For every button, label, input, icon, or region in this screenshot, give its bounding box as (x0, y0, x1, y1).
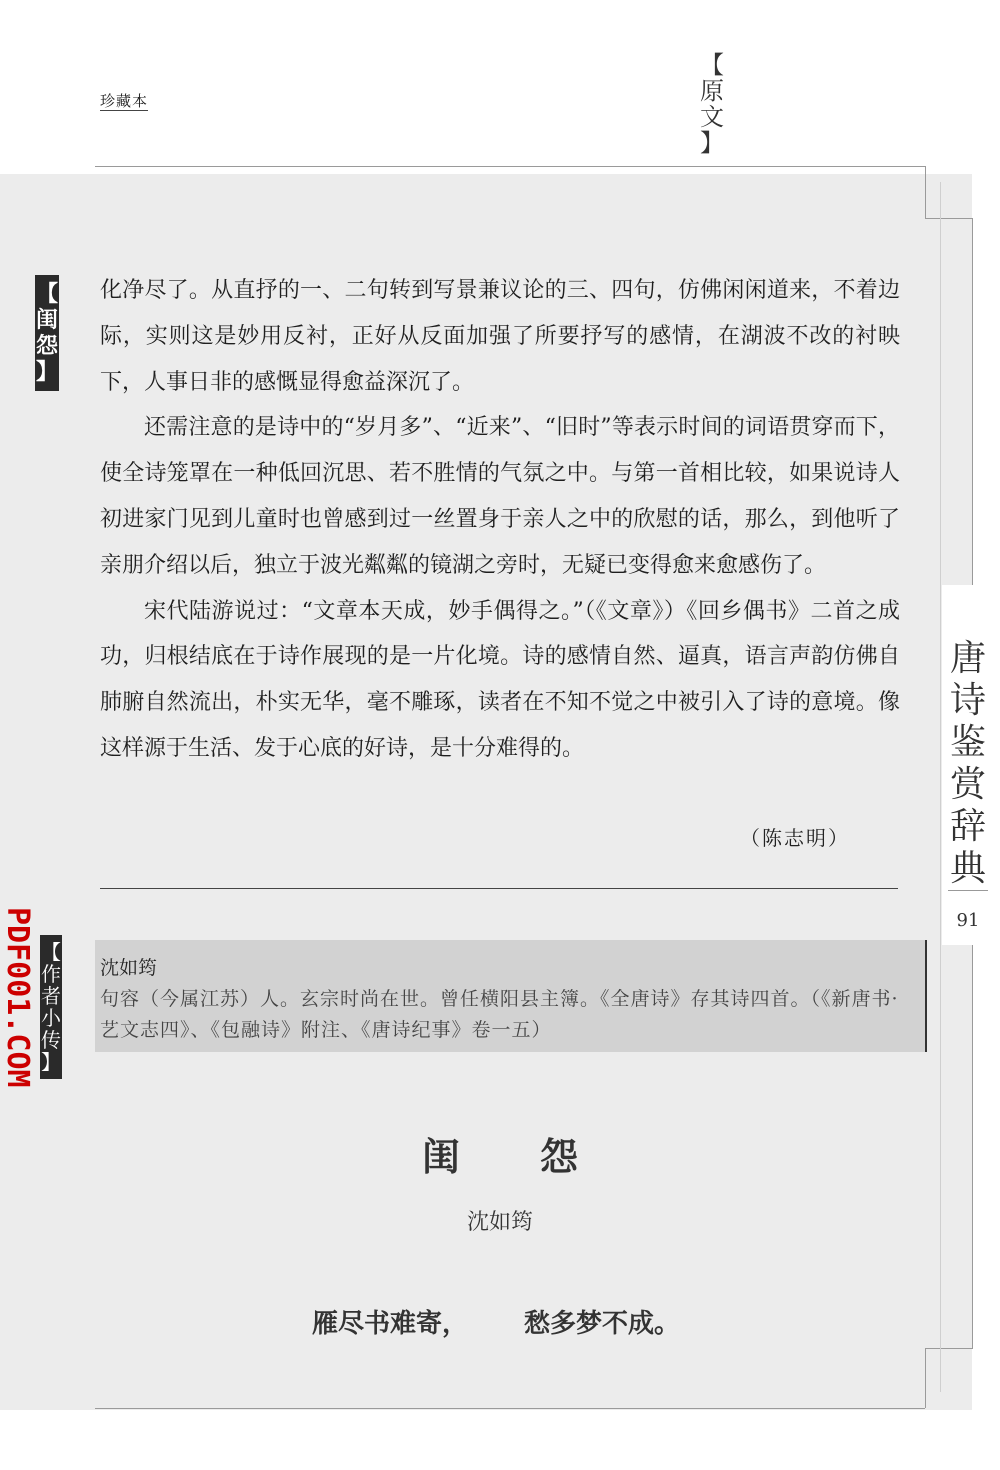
commentary-paragraph: 还需注意的是诗中的“岁月多”、“近来”、“旧时”等表示时间的词语贯穿而下，使全诗笼罩在一种低回沉思、若不胜情的气氛之中。与第一首相比较，如果说诗人初进家门见到儿童时也曾感到过一丝置身于亲人之中的欣慰的话，那么，到他听了亲朋介绍以后，独立于波光粼粼的镜湖之旁时，无疑已变得愈来愈感伤了。 (100, 415, 900, 578)
side-tab-char: 小 (41, 1006, 61, 1030)
frame-inner-line (940, 182, 941, 1392)
section-marker-char: 文 (700, 103, 724, 131)
side-tab-char: 者 (41, 984, 61, 1008)
side-tab-char: 闺 (35, 307, 58, 333)
tab-divider (948, 890, 988, 891)
section-marker-original-text (698, 52, 726, 156)
edition-label: 珍藏本 (100, 92, 149, 110)
frame-line (925, 218, 973, 219)
watermark (0, 905, 36, 1095)
side-tab-author-bio (40, 935, 62, 1079)
book-title-char: 唐 (949, 638, 986, 679)
poem-title: 闺怨 (421, 1134, 658, 1179)
book-title-char: 鉴 (949, 722, 986, 763)
commentary-paragraph: 宋代陆游说过：“文章本天成，妙手偶得之。”（《文章》）《回乡偶书》二首之成功，归根结底在于诗作展现的是一片化境。诗的感情自然、逼真，语言声韵仿佛自肺腑自然流出，朴实无华，毫不雕琢，读者在不知不觉之中被引入了诗的意境。像这样源于生活、发于心底的好诗，是十分难得的。 (100, 598, 900, 761)
section-marker-char: 【 (700, 51, 724, 79)
frame-line (925, 166, 926, 218)
author-bio-text: 句容（今属江苏）人。玄宗时尚在世。曾任横阳县主簿。《全唐诗》存其诗四首。（《新唐书·艺文志四》、《包融诗》附注、《唐诗纪事》卷一五） (100, 988, 899, 1041)
section-marker-char: 原 (700, 77, 724, 105)
side-tab-char: 怨 (35, 333, 58, 359)
side-tab-poem-title (35, 275, 59, 391)
book-title-char: 赏 (949, 764, 986, 805)
poem-line: 雁尽书难寄， (312, 1309, 469, 1339)
poem-author: 沈如筠 (466, 1210, 533, 1235)
poem-line: 愁多梦不成。 (524, 1309, 681, 1339)
book-title-char: 典 (949, 848, 986, 889)
side-tab-char: 【 (35, 281, 58, 307)
book-title (948, 638, 988, 890)
side-tab-char: 】 (41, 1050, 61, 1074)
commentary-body (100, 268, 900, 772)
book-title-char: 辞 (949, 806, 986, 847)
watermark-text: PDF001.COM (0, 907, 35, 1088)
frame-line (95, 1408, 925, 1409)
commentary-paragraph: 化净尽了。从直抒的一、二句转到写景兼议论的三、四句，仿佛闲闲道来，不着边际，实则这是妙用反衬，正好从反面加强了所要抒写的感情，在湖波不改的衬映下，人事日非的感慨显得愈益深沉了。 (100, 278, 900, 395)
author-bio-edge (925, 940, 927, 1052)
commentary-author: （陈志明） (740, 826, 850, 850)
frame-line (925, 1348, 973, 1349)
side-tab-char: 作 (41, 962, 61, 986)
side-tab-char: 【 (41, 940, 61, 964)
section-marker-char: 】 (700, 129, 724, 157)
book-title-char: 诗 (949, 680, 986, 721)
side-tab-char: 传 (41, 1028, 61, 1052)
frame-line (925, 1348, 926, 1408)
side-tab-char: 】 (35, 359, 58, 385)
frame-line (95, 166, 925, 167)
author-name: 沈如筠 (100, 957, 158, 979)
section-divider (100, 888, 898, 889)
page-number: 91 (956, 910, 980, 931)
